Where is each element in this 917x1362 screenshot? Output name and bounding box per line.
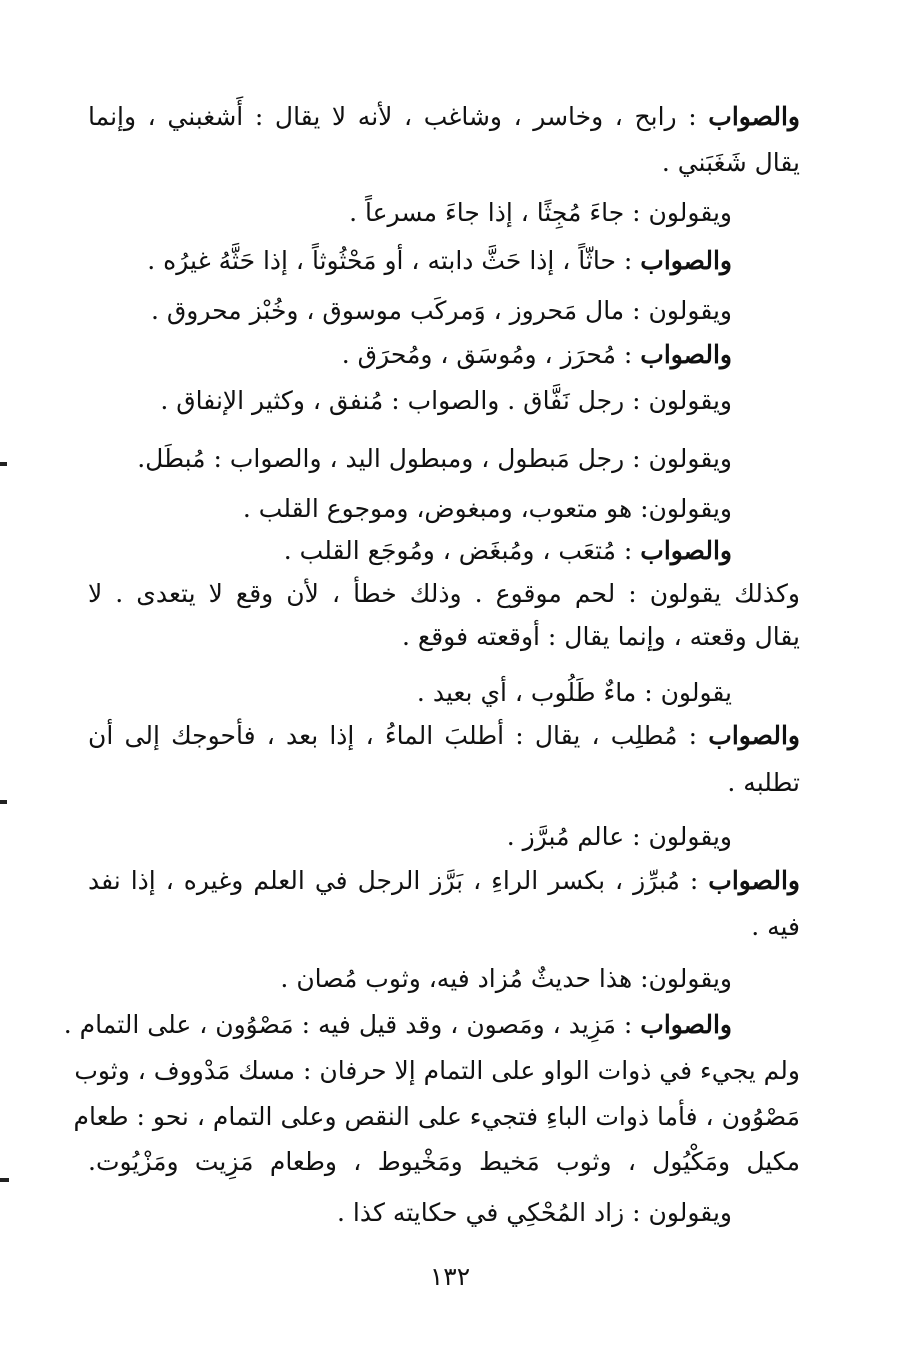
text-line: ويقولون : جاءَ مُجِثًا ، إذا جاءَ مسرعاً .	[349, 198, 732, 227]
text-line: ويقولون : رجل مَبطول ، ومبطول اليد ، والصواب : مُبطَل.	[137, 444, 732, 473]
text-line: فيه .	[751, 912, 800, 941]
text-line: والصواب : حاثّاً ، إذا حَثَّ دابته ، أو مَحْثُوثاً ، إذا حَثَّهُ غيرُه .	[147, 246, 732, 275]
text-line: والصواب : مُحرَز ، ومُوسَق ، ومُحرَق .	[341, 340, 732, 369]
text-line: يقولون : ماءٌ طَلُوب ، أي بعيد .	[416, 678, 732, 707]
scan-edge-mark	[0, 1178, 9, 1182]
text-line: مَصْوُون ، فأما ذوات الباءِ فتجيء على النقص وعلى التمام ، نحو : طعام	[73, 1102, 800, 1131]
text-line: والصواب : مُتعَب ، ومُبغَض ، ومُوجَع القلب .	[283, 536, 732, 565]
text-line: ولم يجيء في ذوات الواو على التمام إلا حرفان : مسك مَدْووف ، وثوب	[74, 1056, 800, 1085]
text-line: ويقولون : عالم مُبرَّز .	[506, 822, 732, 851]
text-line: وكذلك يقولون : لحم موقوع . وذلك خطأ ، لأن وقع لا يتعدى . لا	[88, 579, 800, 608]
page-number: ١٣٢	[429, 1262, 471, 1291]
text-line: والصواب : مُطلِب ، يقال : أطلبَ الماءُ ، إذا بعد ، فأحوجك إلى أن	[88, 721, 800, 750]
text-line: يقال شَغَبَني .	[661, 148, 800, 177]
text-line: ويقولون : زاد المُحْكِي في حكايته كذا .	[337, 1198, 732, 1227]
text-line: مكيل ومَكْيُول ، وثوب مَخيط ومَخْيوط ، وطعام مَزِيت ومَزْيُوت.	[88, 1147, 800, 1176]
text-line: ويقولون : مال مَحروز ، وَمركَب موسوق ، وخُبْز محروق .	[150, 296, 732, 325]
text-line: تطلبه .	[727, 768, 800, 797]
text-line: يقال وقعته ، وإنما يقال : أوقعته فوقع .	[402, 622, 800, 651]
text-line: ويقولون: هذا حديثٌ مُزاد فيه، وثوب مُصان .	[280, 964, 732, 993]
text-line: والصواب : مَزِيد ، ومَصون ، وقد قيل فيه : مَصْوُون ، على التمام .	[63, 1010, 732, 1039]
text-line: والصواب : رابح ، وخاسر ، وشاغب ، لأنه لا يقال : أَشغبني ، وإنما	[88, 102, 800, 131]
text-line: والصواب : مُبرِّز ، بكسر الراءِ ، بَرَّز الرجل في العلم وغيره ، إذا نفد	[88, 866, 800, 895]
text-line: ويقولون: هو متعوب، ومبغوض، وموجوع القلب .	[242, 494, 732, 523]
scan-edge-mark	[0, 462, 7, 466]
text-line: ويقولون : رجل نَفَّاق . والصواب : مُنفق ، وكثير الإنفاق .	[160, 386, 732, 415]
scan-edge-mark	[0, 800, 7, 804]
